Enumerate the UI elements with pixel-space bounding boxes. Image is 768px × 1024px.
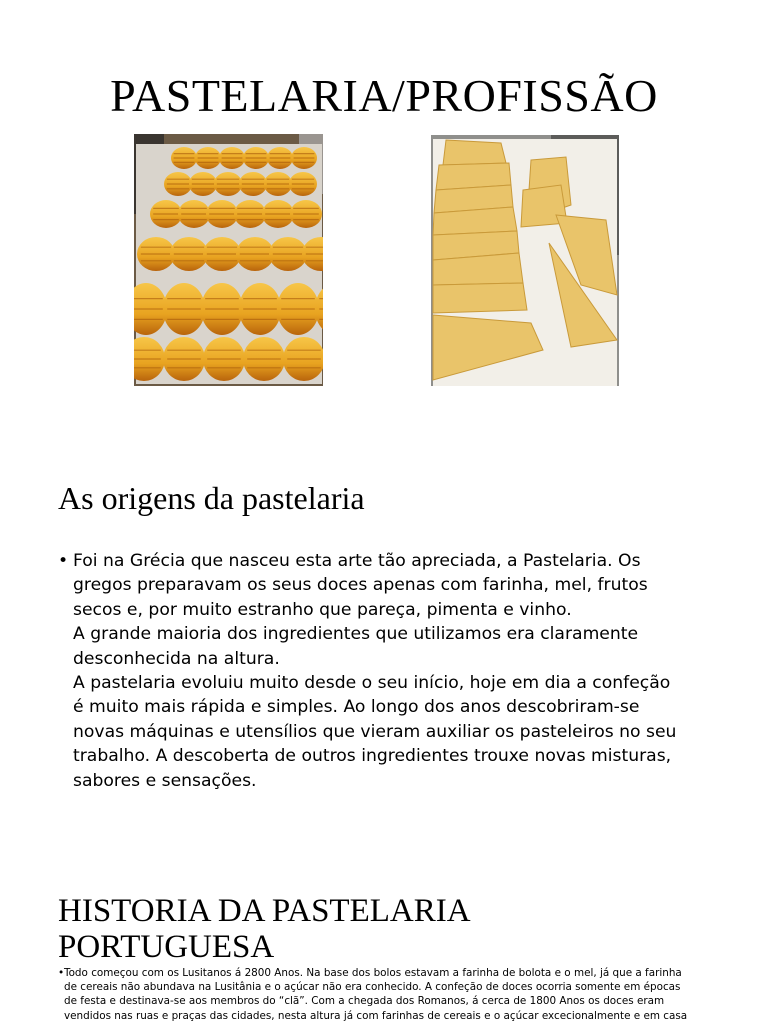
origins-line: novas máquinas e utensílios que vieram auxiliar os pasteleiros no seu — [73, 721, 677, 742]
history-line: de festa e destinava-se aos membros do “clã”. Com a chegada dos Romanos, á cerca de 1800 Anos os doces eram — [64, 995, 665, 1008]
history-heading-line: PORTUGUESA — [58, 929, 275, 965]
origins-line: desconhecida na altura. — [73, 648, 280, 669]
origins-line: gregos preparavam os seus doces apenas com farinha, mel, frutos — [73, 575, 648, 596]
history-bullet — [58, 966, 718, 1023]
origins-line: A pastelaria evoluiu muito desde o seu início, hoje em dia a confeção — [73, 673, 671, 694]
history-heading — [58, 893, 471, 965]
origins-line: secos e, por muito estranho que pareça, pimenta e vinho. — [73, 599, 572, 620]
history-line: Todo começou com os Lusitanos á 2800 Anos. Na base dos bolos estavam a farinha de bolota e o mel, já que a farinha — [64, 967, 682, 979]
history-line: vendidos nas ruas e praças das cidades, nesta altura já com farinhas de cereais e o açúcar excecionalmente e em casa — [64, 1009, 688, 1022]
history-line: de cereais não abundava na Lusitânia e o açúcar não era conhecido. A confeção de doces ocorria somente em épocas — [64, 981, 681, 994]
origins-line: trabalho. A descoberta de outros ingredientes trouxe novas misturas, — [73, 746, 672, 767]
origins-line: A grande maioria dos ingredientes que utilizamos era claramente — [73, 624, 639, 645]
slide-title: PASTELARIA/PROFISSÃO — [110, 70, 658, 121]
history-heading-line: HISTORIA DA PASTELARIA — [58, 893, 471, 929]
origins-line: sabores e sensações. — [73, 770, 257, 791]
bullet-marker: • — [58, 967, 65, 979]
croissants-photo — [134, 134, 323, 386]
origins-heading: As origens da pastelaria — [58, 480, 365, 516]
origins-line: é muito mais rápida e simples. Ao longo dos anos descobriram-se — [73, 697, 640, 718]
origins-bullet — [58, 549, 738, 793]
bullet-marker: • — [58, 551, 69, 571]
origins-line: Foi na Grécia que nasceu esta arte tão apreciada, a Pastelaria. Os — [73, 551, 641, 571]
pastry-triangles-photo — [431, 135, 619, 386]
